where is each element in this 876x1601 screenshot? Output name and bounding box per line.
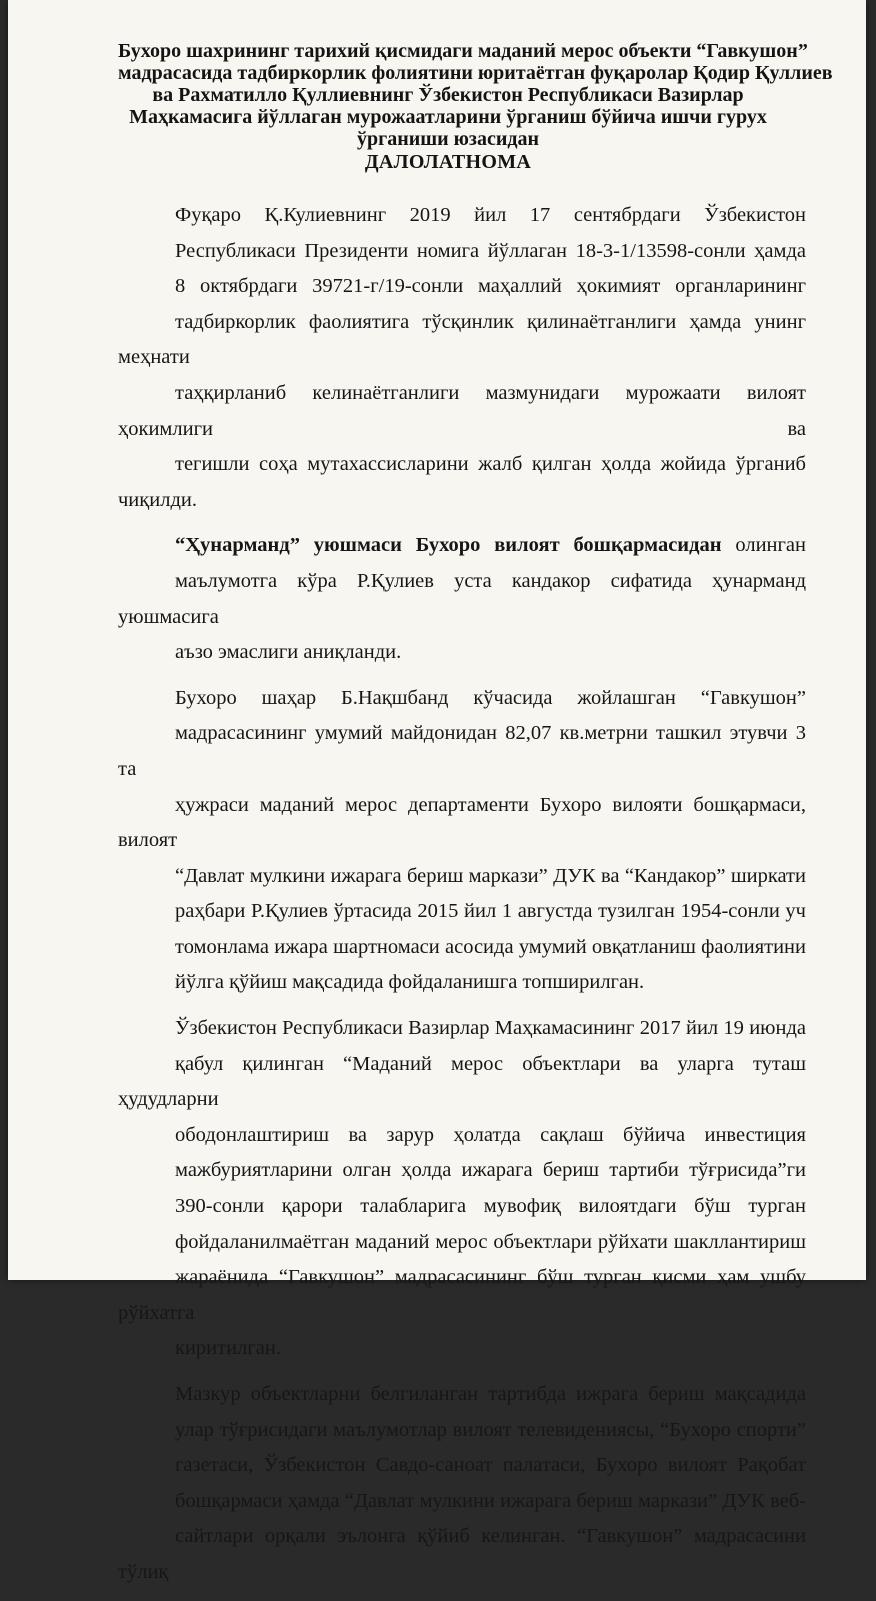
paragraph-line: мажбуриятларини олган ҳолда ижарага бериш тартиби тўғрисида”ги: [175, 1159, 806, 1182]
paragraph-line: 8 октябрдаги 39721-г/19-сонли маҳаллий ҳокимият органларининг: [175, 275, 806, 298]
paragraph-2: [118, 528, 806, 670]
paragraph-line: Мазкур объектларни белгиланган тартибда ижрага бериш мақсадида: [175, 1383, 806, 1405]
paragraph-3: [118, 681, 806, 1001]
paragraph-line: томонлама ижара шартномаси асосида умумий овқатланиш фаолиятини: [175, 935, 806, 958]
paragraph-line: киритилган.: [175, 1337, 281, 1360]
paragraph-line: маълумотга кўра Р.Қулиев уста кандакор сифатида ҳунарманд уюшмасига: [118, 569, 806, 628]
bold-lead: “Ҳунарманд” уюшмаси Бухоро вилоят бошқармасидан: [175, 534, 722, 557]
paragraph-line: тегишли соҳа мутахассисларини жалб қилган ҳолда жойида ўрганиб чиқилди.: [118, 453, 806, 511]
paragraph-line: Республикаси Президенти номига йўллаган 18-3-1/13598-сонли ҳамда: [175, 239, 806, 262]
heading-line: ўрганиши юзасидан: [356, 128, 540, 150]
heading-line: мадрасасида тадбиркорлик фолиятини юритаётган фуқаролар Қодир Қуллиев: [118, 62, 833, 84]
paragraph-line: бошқармаси ҳамда “Давлат мулкини ижарага бериш маркази” ДУК веб-: [175, 1489, 806, 1512]
paragraph-line: 390-сонли қарори талабларига мувофиқ вилоятдаги бўш турган: [175, 1195, 806, 1218]
paragraph-line: “Давлат мулкини ижарага бериш маркази” ДУК ва “Кандакор” ширкати: [175, 864, 806, 887]
document-page: [8, 0, 866, 1583]
paragraph-line: тадбиркорлик фаолиятига тўсқинлик қилинаётганлиги ҳамда унинг меҳнати: [118, 310, 806, 369]
paragraph-line: Фуқаро Қ.Кулиевнинг 2019 йил 17 сентябрдаги Ўзбекистон: [175, 204, 806, 226]
paragraph-line: раҳбари Р.Қулиев ўртасида 2015 йил 1 августда тузилган 1954-сонли уч: [175, 900, 806, 923]
paragraph-line: Бухоро шаҳар Б.Нақшбанд кўчасида жойлашган “Гавкушон”: [175, 686, 806, 709]
heading-line: ва Рахматилло Қуллиевнинг Ўзбекистон Республикаси Вазирлар: [152, 84, 744, 106]
paragraph-5: [118, 1377, 806, 1591]
heading-line: Маҳкамасига йўллаган мурожаатларини ўрганиш бўйича ишчи гурух: [129, 106, 767, 128]
paragraph-line: ободонлаштириш ва зарур ҳолатда сақлаш бўйича инвестиция: [175, 1123, 806, 1146]
paragraph-line: жараёнида “Гавкушон” мадрасасининг бўш турган қисми ҳам ушбу рўйхатга: [118, 1266, 806, 1324]
paragraph-line: Ўзбекистон Республикаси Вазирлар Маҳкамасининг 2017 йил 19 июнда: [175, 1017, 806, 1040]
paragraph-line: сайтлари орқали эълонга қўйиб келинган. “Гавкушон” мадрасасини тўлиқ: [118, 1525, 806, 1583]
paragraph-1: [118, 198, 806, 518]
paragraph-line: фойдаланилмаётган маданий мерос объектлари рўйхати шакллантириш: [175, 1230, 806, 1253]
paragraph-line: йўлга қўйиш мақсадида фойдаланишга топширилган.: [175, 971, 645, 994]
paragraph-line: қабул қилинган “Маданий мерос объектлари ва уларга туташ ҳудудларни: [118, 1052, 806, 1111]
document-body: [118, 198, 806, 1601]
paragraph-line: газетаси, Ўзбекистон Савдо-саноат палатаси, Бухоро вилоят Рақобат: [175, 1454, 806, 1477]
heading-line: Бухоро шахрининг тарихий қисмидаги маданий мерос объекти “Гавкушон”: [118, 40, 808, 62]
paragraph-line: таҳқирланиб келинаётганлиги мазмунидаги мурожаати вилоят ҳокимлиги ва: [118, 381, 806, 440]
paragraph-line: ҳужраси маданий мерос департаменти Бухоро вилояти бошқармаси, вилоят: [118, 793, 806, 852]
paragraph-line: улар тўғрисидаги маълумотлар вилоят телевидениясы, “Бухоро спорти”: [175, 1418, 806, 1441]
document-heading: [118, 40, 833, 173]
lead-rest: олинган: [721, 534, 806, 557]
paragraph-line: мадрасасининг умумий майдонидан 82,07 кв.метрни ташкил этувчи 3 та: [118, 722, 806, 780]
paragraph-lead-line: [118, 528, 806, 564]
paragraph-line: аъзо эмаслиги аниқланди.: [175, 641, 402, 664]
paragraph-4: [118, 1011, 806, 1367]
document-title: ДАЛОЛАТНОМА: [364, 151, 532, 173]
